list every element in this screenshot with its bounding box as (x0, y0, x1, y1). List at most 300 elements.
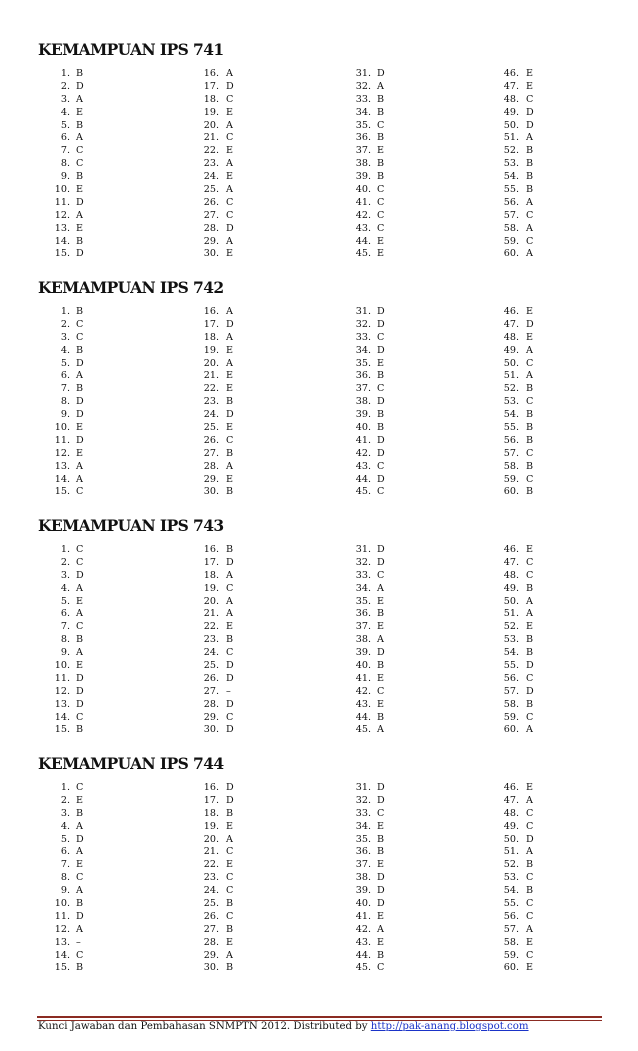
answer-letter: B (377, 833, 385, 845)
answer-letter: D (526, 833, 534, 845)
answer-letter: A (377, 724, 384, 736)
question-number: 58. (503, 222, 519, 234)
answer-letter: D (76, 833, 84, 845)
answer-letter: A (226, 569, 233, 581)
section-title: KEMAMPUAN IPS 741 (38, 40, 224, 59)
question-number: 25. (203, 184, 219, 196)
answer-letter: C (377, 383, 385, 395)
question-number: 59. (503, 949, 519, 961)
question-number: 47. (503, 80, 519, 92)
question-number: 26. (203, 196, 219, 208)
question-number: 42. (355, 209, 371, 221)
answer-row (0, 197, 638, 210)
question-number: 32. (355, 80, 371, 92)
question-number: 59. (503, 711, 519, 723)
footer-rule-thick (37, 1016, 602, 1018)
answer-letter: B (377, 158, 385, 170)
answer-letter: A (76, 885, 83, 897)
answer-letter: A (226, 949, 233, 961)
answer-letter: C (76, 544, 84, 555)
answer-letter: C (377, 184, 385, 196)
answer-row (0, 132, 638, 145)
answer-letter: A (76, 820, 83, 832)
answer-letter: E (377, 672, 385, 684)
answer-letter: A (76, 93, 83, 105)
answer-row (0, 898, 638, 911)
answer-letter: C (226, 196, 234, 208)
answer-letter: E (377, 145, 385, 157)
answer-row (0, 557, 638, 570)
answer-letter: D (377, 473, 385, 485)
answer-letter: B (526, 885, 534, 897)
answer-letter: D (76, 357, 84, 369)
answer-row (0, 461, 638, 474)
question-number: 11. (54, 910, 70, 922)
question-number: 24. (203, 409, 219, 421)
answer-letter: E (226, 145, 234, 157)
question-number: 33. (355, 807, 371, 819)
question-number: 16. (203, 782, 219, 793)
answer-letter: E (226, 859, 234, 871)
answer-letter: C (226, 93, 234, 105)
answer-row (0, 660, 638, 673)
answer-letter: D (226, 672, 234, 684)
answer-letter: E (226, 820, 234, 832)
question-number: 11. (54, 672, 70, 684)
question-number: 53. (503, 872, 519, 884)
question-number: 17. (203, 556, 219, 568)
answer-letter: B (526, 383, 534, 395)
question-number: 39. (355, 171, 371, 183)
question-number: 2. (60, 556, 70, 568)
question-number: 52. (503, 859, 519, 871)
answer-row (0, 950, 638, 963)
answer-letter: A (226, 235, 233, 247)
question-number: 49. (503, 820, 519, 832)
answer-letter: C (526, 711, 534, 723)
answer-letter: B (526, 145, 534, 157)
answer-row (0, 120, 638, 133)
answer-row (0, 821, 638, 834)
answer-row (0, 911, 638, 924)
question-number: 44. (355, 949, 371, 961)
answer-letter: D (526, 660, 534, 672)
question-number: 1. (60, 306, 70, 317)
question-number: 42. (355, 923, 371, 935)
question-number: 14. (54, 711, 70, 723)
answer-letter: C (76, 711, 84, 723)
answer-letter: C (526, 473, 534, 485)
answer-letter: C (526, 569, 534, 581)
footer-link[interactable]: http://pak-anang.blogspot.com (370, 1021, 529, 1032)
question-number: 44. (355, 473, 371, 485)
question-number: 23. (203, 872, 219, 884)
question-number: 40. (355, 660, 371, 672)
answer-letter: C (526, 556, 534, 568)
answer-letter: B (377, 660, 385, 672)
answer-row (0, 68, 638, 81)
footer (38, 1021, 529, 1032)
question-number: 20. (203, 833, 219, 845)
question-number: 19. (203, 820, 219, 832)
answer-letter: D (377, 872, 385, 884)
answer-letter: E (377, 859, 385, 871)
question-number: 55. (503, 184, 519, 196)
answer-letter: D (226, 80, 234, 92)
question-number: 57. (503, 685, 519, 697)
question-number: 37. (355, 145, 371, 157)
question-number: 2. (60, 318, 70, 330)
answer-letter: B (526, 171, 534, 183)
question-number: 18. (203, 569, 219, 581)
answer-letter: C (526, 872, 534, 884)
answer-letter: C (377, 486, 385, 498)
answer-letter: C (76, 621, 84, 633)
answer-letter: C (526, 235, 534, 247)
answer-letter: A (526, 196, 533, 208)
question-number: 2. (60, 794, 70, 806)
answer-letter: B (226, 807, 234, 819)
question-number: 4. (60, 582, 70, 594)
answer-letter: A (76, 209, 83, 221)
answer-letter: C (76, 782, 84, 793)
answer-row (0, 236, 638, 249)
question-number: 14. (54, 235, 70, 247)
answer-row (0, 872, 638, 885)
answer-letter: E (526, 936, 534, 948)
question-number: 60. (503, 962, 519, 974)
question-number: 16. (203, 68, 219, 79)
question-number: 21. (203, 608, 219, 620)
answer-letter: A (226, 595, 233, 607)
question-number: 26. (203, 910, 219, 922)
question-number: 52. (503, 383, 519, 395)
answer-row (0, 834, 638, 847)
question-number: 51. (503, 846, 519, 858)
answer-letter: B (76, 171, 84, 183)
answer-letter: B (526, 184, 534, 196)
answer-row (0, 647, 638, 660)
answer-letter: D (226, 724, 234, 736)
answer-letter: C (226, 885, 234, 897)
question-number: 32. (355, 556, 371, 568)
question-number: 57. (503, 447, 519, 459)
answer-letter: D (76, 569, 84, 581)
answer-letter: C (377, 962, 385, 974)
answer-letter: A (226, 68, 233, 79)
answer-letter: E (526, 544, 534, 555)
answer-letter: B (76, 235, 84, 247)
answer-letter: D (526, 106, 534, 118)
question-number: 48. (503, 93, 519, 105)
answer-letter: D (377, 434, 385, 446)
question-number: 17. (203, 80, 219, 92)
question-number: 55. (503, 898, 519, 910)
answer-row (0, 319, 638, 332)
answer-row (0, 724, 638, 737)
answer-letter: C (526, 357, 534, 369)
question-number: 58. (503, 936, 519, 948)
answer-letter: D (377, 782, 385, 793)
answer-letter: C (377, 331, 385, 343)
question-number: 18. (203, 807, 219, 819)
question-number: 34. (355, 106, 371, 118)
answer-letter: D (377, 647, 385, 659)
answer-letter: C (377, 222, 385, 234)
question-number: 47. (503, 318, 519, 330)
question-number: 13. (54, 936, 70, 948)
answer-letter: C (226, 582, 234, 594)
question-number: 46. (503, 68, 519, 79)
answer-letter: C (226, 846, 234, 858)
answer-letter: B (526, 859, 534, 871)
answer-letter: E (76, 660, 84, 672)
question-number: 14. (54, 949, 70, 961)
question-number: 29. (203, 949, 219, 961)
answer-letter: C (526, 93, 534, 105)
question-number: 51. (503, 608, 519, 620)
question-number: 17. (203, 794, 219, 806)
answer-letter: A (526, 846, 533, 858)
answer-row (0, 409, 638, 422)
answer-letter: B (526, 158, 534, 170)
question-number: 35. (355, 357, 371, 369)
question-number: 17. (203, 318, 219, 330)
answer-row (0, 358, 638, 371)
answer-letter: C (526, 209, 534, 221)
answer-letter: D (76, 672, 84, 684)
answer-row (0, 184, 638, 197)
answer-letter: E (226, 370, 234, 382)
question-number: 6. (60, 846, 70, 858)
question-number: 28. (203, 460, 219, 472)
answer-row (0, 383, 638, 396)
answer-row (0, 158, 638, 171)
answer-row (0, 937, 638, 950)
answer-row (0, 306, 638, 319)
question-number: 8. (60, 872, 70, 884)
question-number: 4. (60, 820, 70, 832)
answer-letter: C (226, 434, 234, 446)
answer-letter: E (226, 422, 234, 434)
answer-letter: D (377, 306, 385, 317)
answer-letter: A (76, 647, 83, 659)
answer-letter: B (76, 344, 84, 356)
question-number: 50. (503, 595, 519, 607)
answer-letter: E (226, 936, 234, 948)
question-number: 46. (503, 782, 519, 793)
answer-letter: A (377, 634, 384, 646)
answer-letter: B (377, 93, 385, 105)
answer-letter: E (377, 595, 385, 607)
answer-letter: – (226, 685, 231, 697)
answer-letter: D (377, 885, 385, 897)
question-number: 30. (203, 486, 219, 498)
question-number: 40. (355, 422, 371, 434)
answer-letter: B (377, 846, 385, 858)
question-number: 20. (203, 595, 219, 607)
question-number: 25. (203, 898, 219, 910)
question-number: 36. (355, 608, 371, 620)
question-number: 21. (203, 132, 219, 144)
answer-letter: D (76, 910, 84, 922)
answer-letter: A (526, 608, 533, 620)
answer-letter: D (76, 409, 84, 421)
question-number: 45. (355, 724, 371, 736)
question-number: 2. (60, 80, 70, 92)
answer-letter: C (76, 158, 84, 170)
question-number: 3. (60, 331, 70, 343)
question-number: 51. (503, 132, 519, 144)
answer-letter: A (76, 608, 83, 620)
answer-letter: C (526, 672, 534, 684)
question-number: 7. (60, 383, 70, 395)
question-number: 1. (60, 782, 70, 793)
question-number: 6. (60, 608, 70, 620)
question-number: 39. (355, 409, 371, 421)
answer-letter: E (226, 383, 234, 395)
question-number: 24. (203, 171, 219, 183)
answer-letter: B (526, 634, 534, 646)
question-number: 5. (60, 833, 70, 845)
answer-row (0, 94, 638, 107)
question-number: 13. (54, 222, 70, 234)
answer-row (0, 686, 638, 699)
question-number: 42. (355, 447, 371, 459)
question-number: 21. (203, 846, 219, 858)
question-number: 34. (355, 582, 371, 594)
question-number: 58. (503, 460, 519, 472)
answer-column (0, 544, 638, 737)
answer-row (0, 570, 638, 583)
question-number: 37. (355, 621, 371, 633)
answer-letter: D (226, 318, 234, 330)
question-number: 39. (355, 885, 371, 897)
question-number: 40. (355, 184, 371, 196)
question-number: 18. (203, 331, 219, 343)
question-number: 49. (503, 344, 519, 356)
question-number: 16. (203, 306, 219, 317)
answer-letter: A (226, 331, 233, 343)
answer-letter: A (526, 923, 533, 935)
answer-letter: B (226, 544, 234, 555)
answer-letter: C (226, 872, 234, 884)
answer-letter: D (226, 409, 234, 421)
answer-letter: A (377, 80, 384, 92)
answer-row (0, 621, 638, 634)
question-number: 32. (355, 318, 371, 330)
question-number: 49. (503, 582, 519, 594)
question-number: 7. (60, 621, 70, 633)
answer-letter: B (377, 132, 385, 144)
answer-letter: D (226, 794, 234, 806)
question-number: 27. (203, 685, 219, 697)
answer-row (0, 248, 638, 261)
question-number: 7. (60, 145, 70, 157)
answer-row (0, 673, 638, 686)
answer-letter: C (226, 132, 234, 144)
answer-letter: C (526, 396, 534, 408)
question-number: 19. (203, 106, 219, 118)
answer-letter: A (76, 582, 83, 594)
question-number: 5. (60, 119, 70, 131)
answer-letter: B (526, 460, 534, 472)
answer-letter: B (526, 409, 534, 421)
question-number: 11. (54, 196, 70, 208)
answer-letter: E (526, 621, 534, 633)
question-number: 53. (503, 634, 519, 646)
answer-letter: B (377, 106, 385, 118)
answer-letter: D (226, 660, 234, 672)
answer-letter: D (377, 68, 385, 79)
answer-row (0, 846, 638, 859)
answer-letter: E (226, 171, 234, 183)
answer-row (0, 486, 638, 499)
answer-letter: B (526, 647, 534, 659)
question-number: 57. (503, 923, 519, 935)
question-number: 43. (355, 936, 371, 948)
answer-row (0, 608, 638, 621)
question-number: 45. (355, 962, 371, 974)
question-number: 50. (503, 119, 519, 131)
answer-letter: B (377, 711, 385, 723)
question-number: 38. (355, 634, 371, 646)
question-number: 31. (355, 782, 371, 793)
answer-letter: A (526, 132, 533, 144)
answer-letter: D (377, 898, 385, 910)
answer-letter: B (526, 422, 534, 434)
answer-letter: E (226, 473, 234, 485)
answer-letter: A (526, 222, 533, 234)
question-number: 33. (355, 93, 371, 105)
question-number: 28. (203, 222, 219, 234)
question-number: 54. (503, 647, 519, 659)
question-number: 49. (503, 106, 519, 118)
section-title: KEMAMPUAN IPS 742 (38, 278, 224, 297)
answer-letter: B (76, 807, 84, 819)
answer-letter: A (526, 794, 533, 806)
answer-letter: E (377, 936, 385, 948)
question-number: 41. (355, 672, 371, 684)
answer-letter: A (226, 306, 233, 317)
question-number: 5. (60, 595, 70, 607)
question-number: 20. (203, 119, 219, 131)
answer-letter: B (226, 634, 234, 646)
question-number: 10. (54, 184, 70, 196)
question-number: 11. (54, 434, 70, 446)
answer-letter: D (377, 556, 385, 568)
answer-letter: E (76, 184, 84, 196)
answer-letter: E (377, 235, 385, 247)
answer-letter: E (526, 331, 534, 343)
answer-letter: D (526, 685, 534, 697)
answer-row (0, 583, 638, 596)
question-number: 10. (54, 898, 70, 910)
answer-letter: D (526, 119, 534, 131)
answer-row (0, 345, 638, 358)
answer-letter: B (377, 422, 385, 434)
question-number: 9. (60, 409, 70, 421)
answer-letter: C (526, 447, 534, 459)
answer-letter: C (76, 556, 84, 568)
answer-letter: E (377, 698, 385, 710)
answer-row (0, 885, 638, 898)
question-number: 51. (503, 370, 519, 382)
question-number: 36. (355, 846, 371, 858)
question-number: 15. (54, 962, 70, 974)
question-number: 54. (503, 409, 519, 421)
question-number: 57. (503, 209, 519, 221)
